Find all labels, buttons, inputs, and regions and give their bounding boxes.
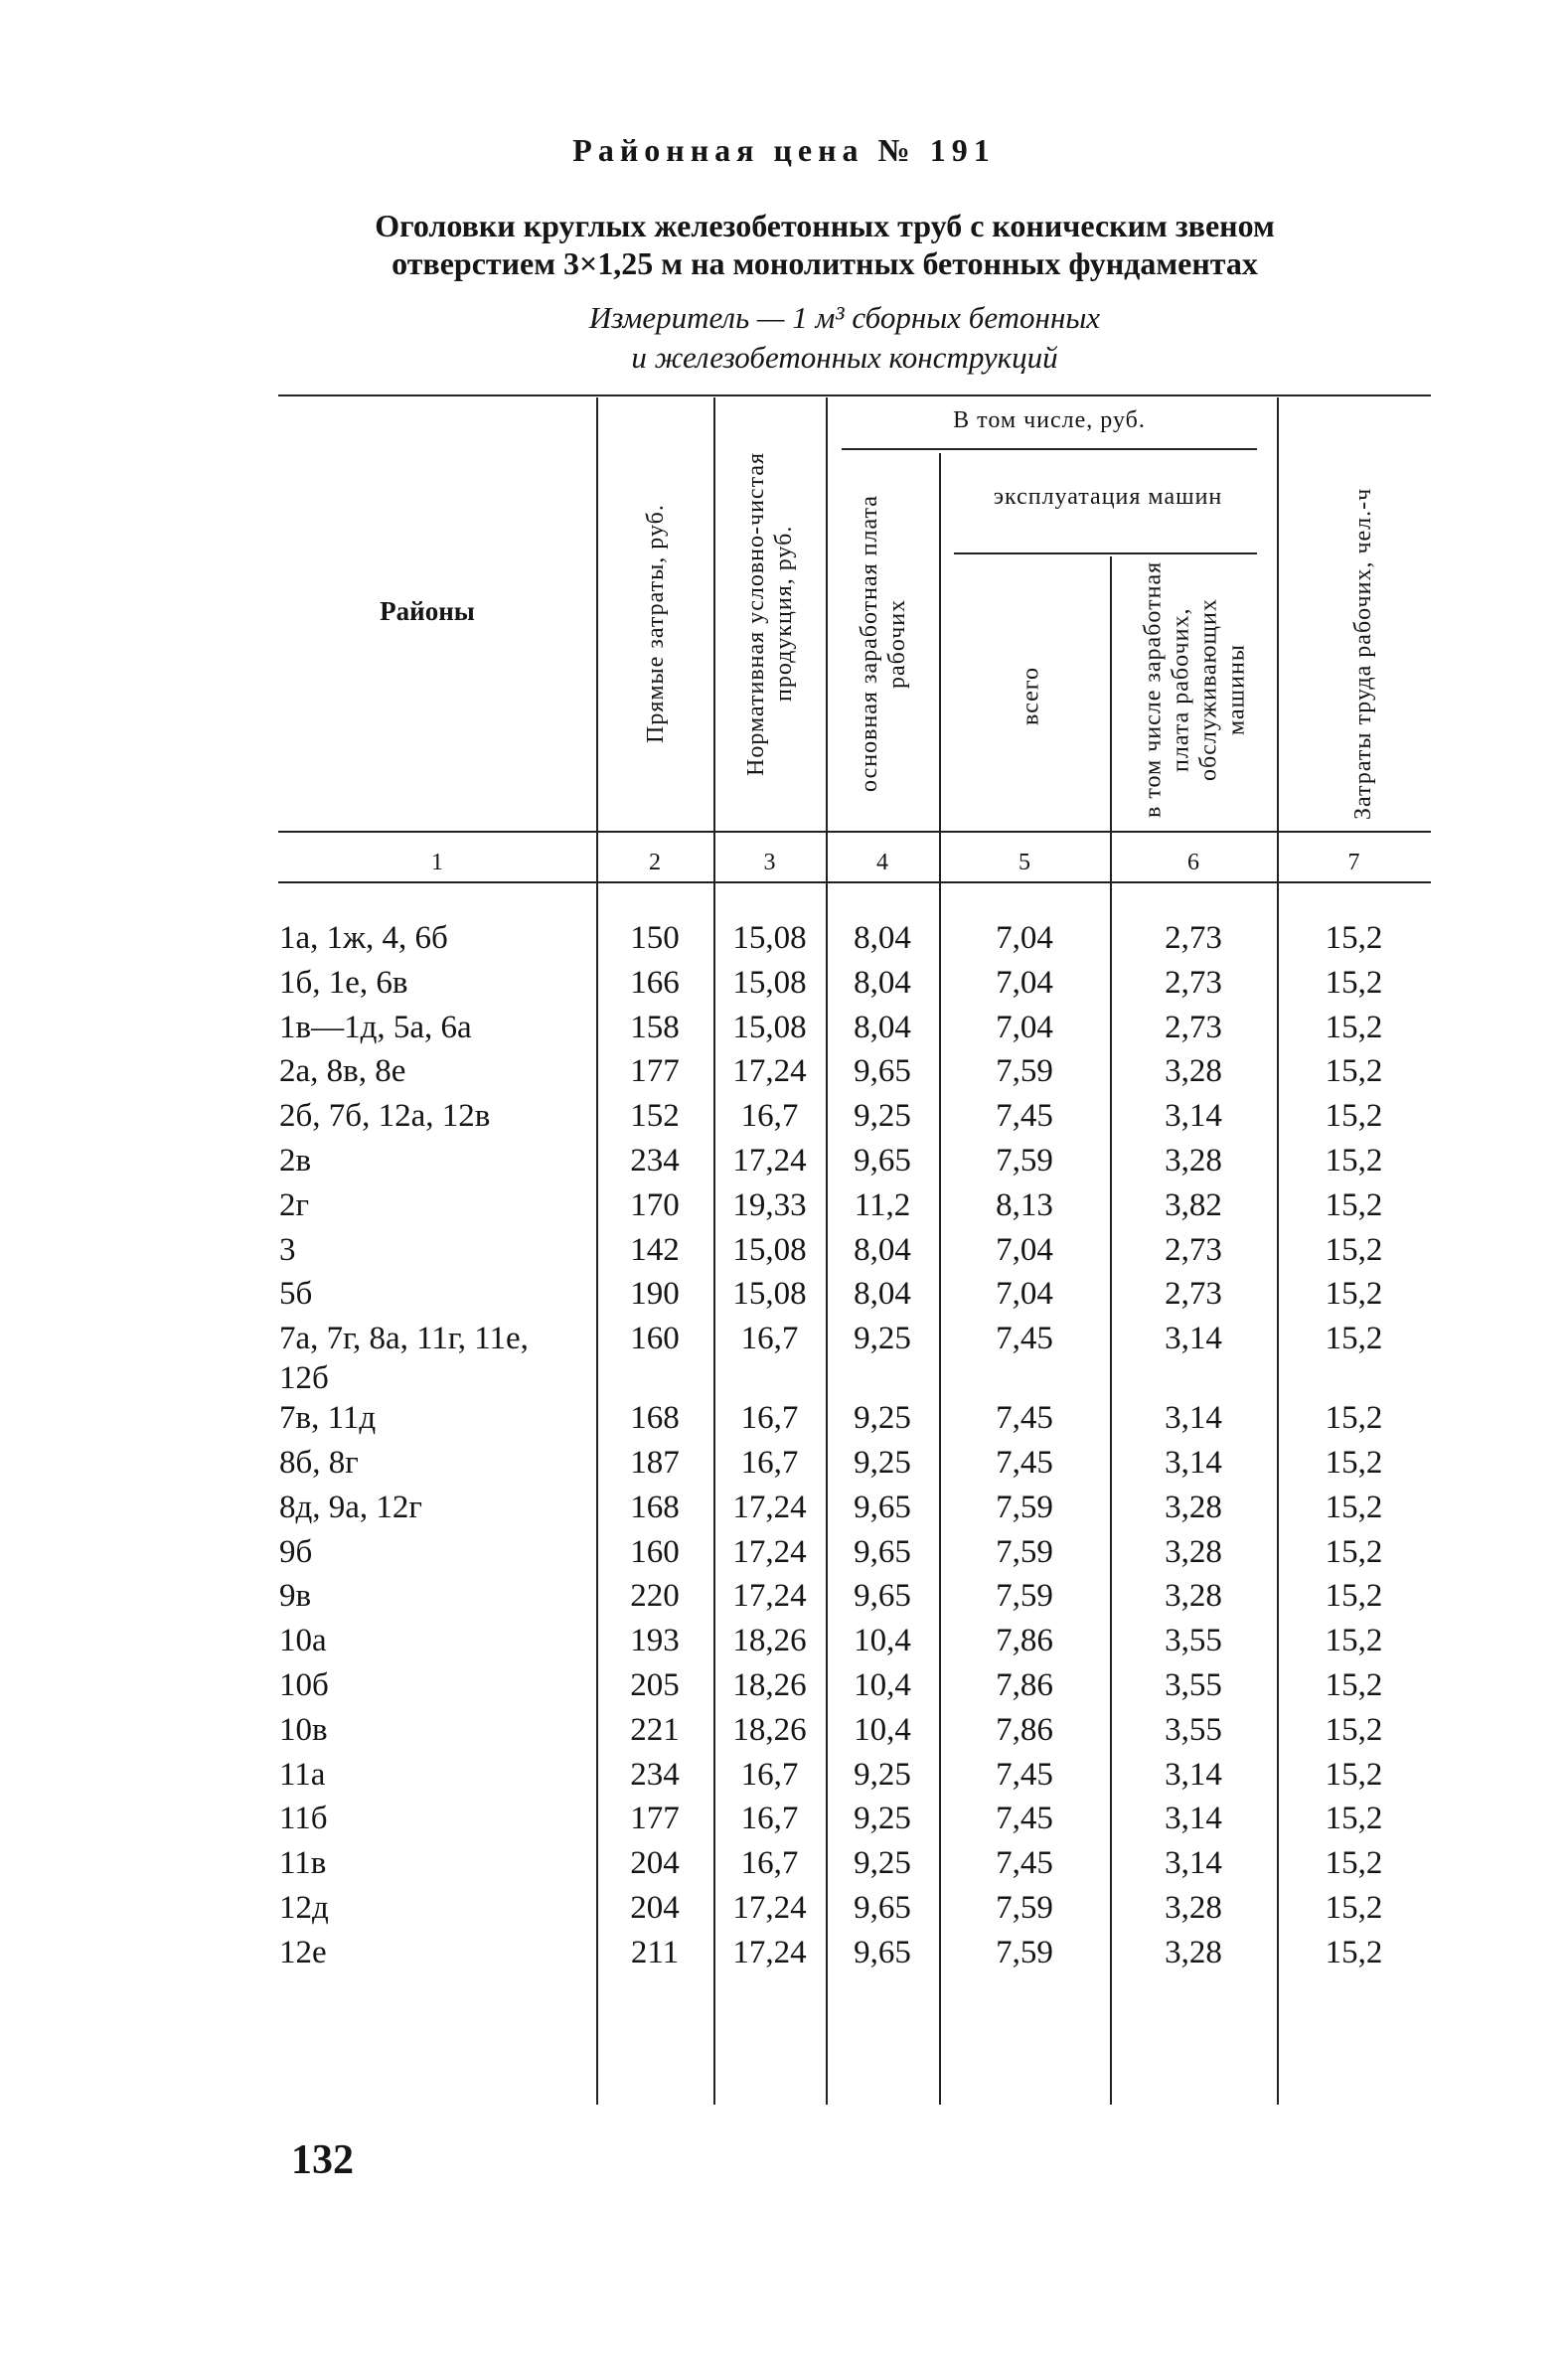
value-cell: 9,65	[854, 1142, 911, 1179]
region-cell: 5б	[279, 1276, 313, 1313]
value-cell: 3,28	[1165, 1934, 1222, 1970]
table-row	[0, 1886, 1568, 1931]
value-cell: 3,28	[1165, 1889, 1222, 1926]
value-cell: 160	[630, 1533, 680, 1570]
value-cell: 11,2	[854, 1186, 911, 1223]
header-net-production: Нормативная условно-чистая продукция, руб.	[743, 451, 797, 776]
value-cell: 16,7	[740, 1400, 799, 1437]
value-cell: 15,2	[1325, 1623, 1383, 1659]
value-cell: 7,04	[996, 964, 1053, 1001]
table-row	[0, 1094, 1568, 1139]
value-cell: 8,04	[854, 964, 911, 1001]
header-regions: Районы	[380, 596, 475, 626]
value-cell: 7,45	[996, 1756, 1053, 1793]
region-cell: 7а, 7г, 8а, 11г, 11е,	[279, 1321, 529, 1357]
value-cell: 15,2	[1325, 1186, 1383, 1223]
value-cell: 15,2	[1325, 964, 1383, 1001]
value-cell: 7,45	[996, 1400, 1053, 1437]
table-row	[0, 1272, 1568, 1317]
value-cell: 18,26	[732, 1711, 807, 1748]
value-cell: 7,59	[996, 1053, 1053, 1090]
value-cell: 3,14	[1165, 1845, 1222, 1882]
column-number: 7	[1347, 850, 1360, 875]
value-cell: 3,28	[1165, 1053, 1222, 1090]
region-cell: 1а, 1ж, 4, 6б	[279, 920, 448, 956]
table-row	[0, 1396, 1568, 1441]
value-cell: 8,04	[854, 1276, 911, 1313]
table-row	[0, 1663, 1568, 1708]
value-cell: 17,24	[732, 1578, 807, 1615]
value-cell: 17,24	[732, 1934, 807, 1970]
heading-line-1: Оголовки круглых железобетонных труб с коническим звеном	[375, 208, 1275, 243]
value-cell: 9,25	[854, 1801, 911, 1837]
value-cell: 2,73	[1165, 920, 1222, 956]
table-row	[0, 1619, 1568, 1663]
value-cell: 9,25	[854, 1400, 911, 1437]
value-cell: 15,2	[1325, 1889, 1383, 1926]
value-cell: 3,28	[1165, 1142, 1222, 1179]
column-number: 6	[1187, 850, 1199, 875]
region-cell: 7в, 11д	[279, 1400, 377, 1437]
value-cell: 15,2	[1325, 1801, 1383, 1837]
value-cell: 2,73	[1165, 1231, 1222, 1268]
value-cell: 16,7	[740, 1845, 799, 1882]
value-cell: 190	[630, 1276, 680, 1313]
value-cell: 7,59	[996, 1578, 1053, 1615]
table-row	[0, 1486, 1568, 1530]
value-cell: 8,04	[854, 1009, 911, 1045]
value-cell: 15,2	[1325, 1934, 1383, 1970]
value-cell: 158	[630, 1009, 680, 1045]
value-cell: 3,14	[1165, 1756, 1222, 1793]
table-row	[0, 1228, 1568, 1273]
heading-line-2: отверстием 3×1,25 м на монолитных бетонных фундаментах	[392, 245, 1258, 281]
value-cell: 234	[630, 1142, 680, 1179]
value-cell: 160	[630, 1321, 680, 1357]
value-cell: 15,2	[1325, 1053, 1383, 1090]
table-top-rule	[278, 394, 1431, 396]
value-cell: 9,25	[854, 1444, 911, 1481]
value-cell: 3,55	[1165, 1623, 1222, 1659]
table-row	[0, 1049, 1568, 1094]
value-cell: 16,7	[740, 1321, 799, 1357]
column-number: 4	[876, 850, 888, 875]
value-cell: 15,08	[732, 964, 807, 1001]
table-row	[0, 916, 1568, 961]
table-row	[0, 1530, 1568, 1575]
value-cell: 15,2	[1325, 1098, 1383, 1135]
region-cell: 2а, 8в, 8е	[279, 1053, 406, 1090]
table-body	[0, 916, 1568, 1975]
value-cell: 9,65	[854, 1578, 911, 1615]
value-cell: 9,25	[854, 1756, 911, 1793]
value-cell: 15,2	[1325, 920, 1383, 956]
region-cell-continued: 12б	[279, 1360, 329, 1397]
value-cell: 3,82	[1165, 1186, 1222, 1223]
value-cell: 8,04	[854, 1231, 911, 1268]
value-cell: 15,2	[1325, 1845, 1383, 1882]
table-row	[0, 1574, 1568, 1619]
value-cell: 10,4	[854, 1666, 911, 1703]
unit-of-measure	[467, 298, 1222, 378]
value-cell: 220	[630, 1578, 680, 1615]
value-cell: 3,28	[1165, 1533, 1222, 1570]
region-cell: 11а	[279, 1756, 326, 1793]
value-cell: 17,24	[732, 1889, 807, 1926]
value-cell: 204	[630, 1889, 680, 1926]
value-cell: 15,2	[1325, 1711, 1383, 1748]
table-row	[0, 1317, 1568, 1396]
table-row	[0, 1441, 1568, 1486]
table-row	[0, 1931, 1568, 1975]
value-cell: 15,2	[1325, 1533, 1383, 1570]
table-row	[0, 1139, 1568, 1183]
value-cell: 211	[630, 1934, 680, 1970]
value-cell: 9,65	[854, 1889, 911, 1926]
value-cell: 8,04	[854, 920, 911, 956]
value-cell: 7,59	[996, 1533, 1053, 1570]
value-cell: 9,25	[854, 1321, 911, 1357]
table-row	[0, 1753, 1568, 1798]
value-cell: 7,45	[996, 1444, 1053, 1481]
value-cell: 150	[630, 920, 680, 956]
value-cell: 15,2	[1325, 1756, 1383, 1793]
column-number: 2	[649, 850, 661, 875]
table-row	[0, 1797, 1568, 1841]
value-cell: 3,14	[1165, 1801, 1222, 1837]
value-cell: 3,14	[1165, 1444, 1222, 1481]
value-cell: 7,45	[996, 1321, 1053, 1357]
value-cell: 15,08	[732, 1276, 807, 1313]
region-cell: 11б	[279, 1801, 328, 1837]
header-machines-total: всего	[1018, 666, 1044, 725]
value-cell: 15,2	[1325, 1142, 1383, 1179]
header-incl-group: В том числе, руб.	[953, 407, 1146, 433]
table-row	[0, 961, 1568, 1006]
value-cell: 3,28	[1165, 1489, 1222, 1525]
header-labor: Затраты труда рабочих, чел.-ч	[1350, 487, 1376, 820]
header-machines-group: эксплуатация машин	[993, 484, 1223, 510]
value-cell: 2,73	[1165, 1009, 1222, 1045]
value-cell: 7,86	[996, 1623, 1053, 1659]
value-cell: 142	[630, 1231, 680, 1268]
value-cell: 166	[630, 964, 680, 1001]
value-cell: 17,24	[732, 1489, 807, 1525]
region-cell: 10а	[279, 1623, 327, 1659]
value-cell: 7,45	[996, 1098, 1053, 1135]
value-cell: 7,59	[996, 1142, 1053, 1179]
region-cell: 12е	[279, 1934, 327, 1970]
region-cell: 8б, 8г	[279, 1444, 359, 1481]
value-cell: 2,73	[1165, 1276, 1222, 1313]
region-cell: 2г	[279, 1186, 310, 1223]
measure-line-1: Измеритель — 1 м³ сборных бетонных	[588, 300, 1101, 335]
machines-rule	[954, 552, 1257, 554]
value-cell: 3,14	[1165, 1400, 1222, 1437]
value-cell: 15,2	[1325, 1009, 1383, 1045]
value-cell: 221	[630, 1711, 680, 1748]
value-cell: 193	[630, 1623, 680, 1659]
value-cell: 17,24	[732, 1142, 807, 1179]
region-cell: 10в	[279, 1711, 328, 1748]
value-cell: 7,45	[996, 1845, 1053, 1882]
value-cell: 7,04	[996, 1276, 1053, 1313]
value-cell: 10,4	[854, 1623, 911, 1659]
measure-line-2: и железобетонных конструкций	[631, 340, 1058, 375]
value-cell: 18,26	[732, 1623, 807, 1659]
value-cell: 234	[630, 1756, 680, 1793]
value-cell: 205	[630, 1666, 680, 1703]
value-cell: 15,2	[1325, 1578, 1383, 1615]
value-cell: 9,65	[854, 1934, 911, 1970]
value-cell: 16,7	[740, 1444, 799, 1481]
value-cell: 9,25	[854, 1098, 911, 1135]
region-cell: 8д, 9а, 12г	[279, 1489, 422, 1525]
value-cell: 10,4	[854, 1711, 911, 1748]
header-machines-wages: в том числе заработная плата рабочих, обслуживающих машины	[1140, 560, 1250, 819]
value-cell: 15,2	[1325, 1444, 1383, 1481]
group-rule	[842, 448, 1257, 450]
value-cell: 16,7	[740, 1801, 799, 1837]
value-cell: 3,14	[1165, 1098, 1222, 1135]
value-cell: 7,59	[996, 1489, 1053, 1525]
value-cell: 177	[630, 1053, 680, 1090]
value-cell: 16,7	[740, 1098, 799, 1135]
region-cell: 2в	[279, 1142, 312, 1179]
table-row	[0, 1708, 1568, 1753]
region-cell: 10б	[279, 1666, 329, 1703]
region-cell: 3	[279, 1231, 296, 1268]
value-cell: 15,08	[732, 1231, 807, 1268]
value-cell: 7,59	[996, 1934, 1053, 1970]
value-cell: 9,25	[854, 1845, 911, 1882]
header-bottom-rule	[278, 831, 1431, 833]
value-cell: 7,59	[996, 1889, 1053, 1926]
column-number: 3	[763, 850, 776, 875]
header-direct-costs: Прямые затраты, руб.	[643, 504, 669, 743]
value-cell: 17,24	[732, 1533, 807, 1570]
value-cell: 15,08	[732, 920, 807, 956]
region-cell: 9в	[279, 1578, 312, 1615]
header-base-wages: основная заработная плата рабочих	[857, 495, 910, 792]
value-cell: 168	[630, 1489, 680, 1525]
value-cell: 15,2	[1325, 1321, 1383, 1357]
value-cell: 177	[630, 1801, 680, 1837]
value-cell: 19,33	[732, 1186, 807, 1223]
value-cell: 7,86	[996, 1711, 1053, 1748]
table-row	[0, 1183, 1568, 1228]
value-cell: 15,2	[1325, 1489, 1383, 1525]
value-cell: 8,13	[996, 1186, 1053, 1223]
value-cell: 204	[630, 1845, 680, 1882]
value-cell: 18,26	[732, 1666, 807, 1703]
value-cell: 9,65	[854, 1533, 911, 1570]
value-cell: 170	[630, 1186, 680, 1223]
value-cell: 17,24	[732, 1053, 807, 1090]
region-cell: 1в—1д, 5а, 6а	[279, 1009, 472, 1045]
page-number: 132	[291, 2137, 354, 2183]
value-cell: 152	[630, 1098, 680, 1135]
value-cell: 7,04	[996, 920, 1053, 956]
value-cell: 3,28	[1165, 1578, 1222, 1615]
column-number: 5	[1019, 850, 1030, 875]
region-cell: 9б	[279, 1533, 313, 1570]
region-cell: 2б, 7б, 12а, 12в	[279, 1098, 491, 1135]
numbers-bottom-rule	[278, 881, 1431, 883]
value-cell: 3,14	[1165, 1321, 1222, 1357]
value-cell: 15,2	[1325, 1276, 1383, 1313]
value-cell: 15,2	[1325, 1231, 1383, 1268]
region-cell: 12д	[279, 1889, 329, 1926]
value-cell: 15,08	[732, 1009, 807, 1045]
value-cell: 168	[630, 1400, 680, 1437]
table-heading	[298, 207, 1351, 282]
page-title: Районная цена № 191	[572, 132, 996, 168]
value-cell: 15,2	[1325, 1400, 1383, 1437]
region-cell: 11в	[279, 1845, 327, 1882]
value-cell: 7,45	[996, 1801, 1053, 1837]
value-cell: 15,2	[1325, 1666, 1383, 1703]
table-row	[0, 1006, 1568, 1050]
value-cell: 7,04	[996, 1231, 1053, 1268]
value-cell: 3,55	[1165, 1711, 1222, 1748]
value-cell: 7,86	[996, 1666, 1053, 1703]
value-cell: 16,7	[740, 1756, 799, 1793]
region-cell: 1б, 1е, 6в	[279, 964, 408, 1001]
value-cell: 9,65	[854, 1489, 911, 1525]
value-cell: 2,73	[1165, 964, 1222, 1001]
value-cell: 7,04	[996, 1009, 1053, 1045]
value-cell: 187	[630, 1444, 680, 1481]
value-cell: 3,55	[1165, 1666, 1222, 1703]
column-number: 1	[431, 850, 443, 875]
value-cell: 9,65	[854, 1053, 911, 1090]
table-row	[0, 1841, 1568, 1886]
